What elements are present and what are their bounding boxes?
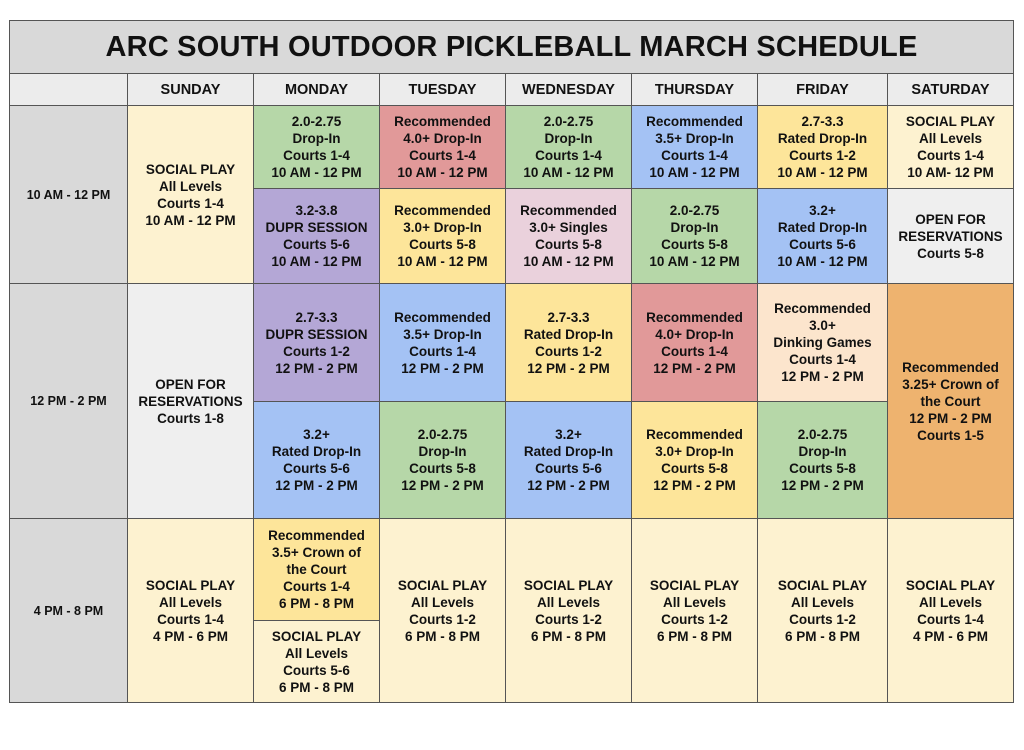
day-header-wednesday: WEDNESDAY [506,74,632,106]
session-wednesday-morning-2 [506,189,632,284]
session-line: 10 AM - 12 PM [271,254,362,269]
session-tuesday-morning-1 [380,106,506,189]
session-line: Courts 5-8 [661,237,728,252]
session-line: 3.5+ Drop-In [655,131,734,146]
session-line: Courts 1-4 [157,195,224,211]
session-line: 4 PM - 6 PM [152,628,228,644]
session-line: SOCIAL PLAY [905,577,996,593]
session-line: 12 PM - 2 PM [527,478,610,493]
session-line: OPEN FOR [155,376,226,392]
session-line: Recommended [774,301,871,316]
session-line: Courts 5-8 [917,245,984,261]
session-line: Courts 1-2 [789,148,856,163]
session-line: Courts 1-4 [283,579,350,594]
day-header-sunday: SUNDAY [128,74,254,106]
session-friday-evening [758,519,888,703]
session-line: 6 PM - 8 PM [530,628,606,644]
session-tuesday-midday-2 [380,402,506,519]
session-saturday-morning-2 [888,189,1014,284]
session-line: 2.0-2.75 [291,114,342,129]
session-line: 2.7-3.3 [801,114,844,129]
session-line: Courts 1-2 [789,611,856,627]
session-line: 2.7-3.3 [547,309,590,325]
session-line: All Levels [158,178,223,194]
session-saturday-midday [888,284,1014,519]
session-line: 3.2-3.8 [295,203,338,218]
session-line: 2.0-2.75 [417,427,468,442]
session-line: Rated Drop-In [777,220,868,235]
session-line: 10 AM - 12 PM [271,165,362,180]
session-line: 12 PM - 2 PM [275,360,358,376]
session-line: All Levels [284,645,349,661]
session-line: Courts 1-2 [535,343,602,359]
session-thursday-midday-2 [632,402,758,519]
session-line: Courts 1-4 [917,148,984,163]
session-line: Courts 5-8 [789,461,856,476]
session-line: the Court [920,393,981,409]
session-line: Courts 5-6 [283,461,350,476]
session-saturday-morning-1 [888,106,1014,189]
session-line: 3.0+ [809,318,836,333]
session-line: 6 PM - 8 PM [278,596,354,611]
session-line: SOCIAL PLAY [649,577,740,593]
session-sunday-morning [128,106,254,284]
session-line: Rated Drop-In [523,326,614,342]
session-line: Recommended [646,114,743,129]
session-line: Recommended [394,203,491,218]
session-line: All Levels [662,594,727,610]
session-line: SOCIAL PLAY [777,577,868,593]
session-line: Recommended [646,309,743,325]
time-slot-midday: 12 PM - 2 PM [10,284,128,519]
session-line: 2.0-2.75 [797,427,848,442]
session-line: Recommended [646,427,743,442]
session-line: 10 AM - 12 PM [777,165,868,180]
session-line: Drop-In [292,131,341,146]
session-monday-evening-1 [254,519,380,621]
session-line: 10 AM - 12 PM [649,165,740,180]
page-title: ARC SOUTH OUTDOOR PICKLEBALL MARCH SCHEDULE [10,21,1014,74]
session-line: Drop-In [544,131,593,146]
session-line: All Levels [918,131,983,146]
session-tuesday-evening [380,519,506,703]
session-saturday-evening [888,519,1014,703]
session-line: Courts 1-4 [535,148,602,163]
session-wednesday-morning-1 [506,106,632,189]
session-line: 10 AM - 12 PM [145,212,236,228]
time-slot-evening: 4 PM - 8 PM [10,519,128,703]
session-friday-midday-1 [758,284,888,402]
session-line: Courts 5-8 [409,237,476,252]
day-header-saturday: SATURDAY [888,74,1014,106]
session-line: 6 PM - 8 PM [656,628,732,644]
session-line: All Levels [918,594,983,610]
session-line: 12 PM - 2 PM [401,478,484,493]
session-line: 6 PM - 8 PM [278,679,354,695]
session-thursday-morning-2 [632,189,758,284]
day-header-thursday: THURSDAY [632,74,758,106]
session-line: 10 AM- 12 PM [907,165,994,180]
session-line: Courts 5-8 [535,237,602,252]
session-line: 12 PM - 2 PM [527,360,610,376]
session-thursday-morning-1 [632,106,758,189]
session-line: All Levels [536,594,601,610]
session-line: 3.2+ [555,427,582,442]
session-tuesday-morning-2 [380,189,506,284]
session-line: 10 AM - 12 PM [523,165,614,180]
session-friday-morning-1 [758,106,888,189]
session-line: 3.0+ Drop-In [655,444,734,459]
session-thursday-evening [632,519,758,703]
session-monday-midday-1 [254,284,380,402]
session-line: 3.2+ [303,427,330,442]
session-line: Dinking Games [773,335,872,350]
session-line: Courts 5-6 [283,662,350,678]
session-line: Courts 5-8 [661,461,728,476]
session-monday-morning-2 [254,189,380,284]
session-line: 6 PM - 8 PM [784,628,860,644]
session-line: All Levels [410,594,475,610]
session-line: 12 PM - 2 PM [275,478,358,493]
session-line: SOCIAL PLAY [523,577,614,593]
session-wednesday-evening [506,519,632,703]
session-line: Drop-In [670,220,719,235]
session-friday-morning-2 [758,189,888,284]
session-sunday-midday [128,284,254,519]
session-line: Rated Drop-In [523,444,614,459]
session-line: Courts 5-6 [283,237,350,252]
session-line: 12 PM - 2 PM [653,478,736,493]
session-wednesday-midday-2 [506,402,632,519]
session-line: 12 PM - 2 PM [909,410,992,426]
session-line: 4.0+ Drop-In [403,131,482,146]
session-line: Courts 1-4 [789,352,856,367]
day-header-monday: MONDAY [254,74,380,106]
session-line: Courts 1-2 [661,611,728,627]
session-line: RESERVATIONS [898,228,1003,244]
session-line: Courts 1-4 [283,148,350,163]
session-line: All Levels [158,594,223,610]
session-friday-midday-2 [758,402,888,519]
session-line: 12 PM - 2 PM [781,478,864,493]
session-tuesday-midday-1 [380,284,506,402]
session-line: Courts 1-4 [409,148,476,163]
session-line: 10 AM - 12 PM [777,254,868,269]
session-line: 3.25+ Crown of [902,376,999,392]
session-line: Courts 5-6 [789,237,856,252]
session-monday-midday-2 [254,402,380,519]
session-wednesday-midday-1 [506,284,632,402]
session-line: SOCIAL PLAY [145,161,236,177]
session-line: DUPR SESSION [265,326,368,342]
session-line: 3.2+ [809,203,836,218]
session-line: 3.5+ Crown of [272,545,361,560]
session-line: SOCIAL PLAY [905,114,996,129]
session-line: 10 AM - 12 PM [397,254,488,269]
session-line: All Levels [790,594,855,610]
session-thursday-midday-1 [632,284,758,402]
session-line: SOCIAL PLAY [145,577,236,593]
time-slot-morning: 10 AM - 12 PM [10,106,128,284]
session-line: Courts 1-4 [157,611,224,627]
session-line: 4 PM - 6 PM [913,628,989,644]
session-line: 2.7-3.3 [295,309,338,325]
session-line: Recommended [394,309,491,325]
day-header-friday: FRIDAY [758,74,888,106]
session-line: Recommended [520,203,617,218]
session-line: 3.5+ Drop-In [403,326,482,342]
header-corner [10,74,128,106]
session-line: Rated Drop-In [777,131,868,146]
session-line: Drop-In [418,444,467,459]
session-line: SOCIAL PLAY [397,577,488,593]
session-line: SOCIAL PLAY [271,628,362,644]
session-line: Recommended [902,359,999,375]
session-line: Courts 5-8 [409,461,476,476]
session-line: Courts 1-4 [917,611,984,627]
session-line: RESERVATIONS [138,393,243,409]
session-line: OPEN FOR [915,211,986,227]
session-line: the Court [286,562,347,577]
session-line: Drop-In [798,444,847,459]
session-line: Courts 1-2 [283,343,350,359]
session-line: Courts 5-6 [535,461,602,476]
session-line: 12 PM - 2 PM [401,360,484,376]
session-line: Courts 1-2 [535,611,602,627]
session-line: 10 AM - 12 PM [523,254,614,269]
session-line: 12 PM - 2 PM [781,369,864,384]
session-line: 6 PM - 8 PM [404,628,480,644]
session-sunday-evening [128,519,254,703]
session-line: 12 PM - 2 PM [653,360,736,376]
session-line: 10 AM - 12 PM [649,254,740,269]
session-line: Courts 1-4 [661,148,728,163]
session-line: Courts 1-4 [661,343,728,359]
session-line: Rated Drop-In [271,444,362,459]
session-line: 4.0+ Drop-In [655,326,734,342]
session-line: Courts 1-8 [157,410,224,426]
session-line: 3.0+ Drop-In [403,220,482,235]
session-line: Courts 1-5 [917,427,984,443]
session-monday-morning-1 [254,106,380,189]
schedule-table [9,20,1014,703]
session-line: 2.0-2.75 [669,203,720,218]
session-line: 2.0-2.75 [543,114,594,129]
session-line: 3.0+ Singles [529,220,608,235]
session-line: Courts 1-4 [409,343,476,359]
day-header-tuesday: TUESDAY [380,74,506,106]
session-monday-evening-2 [254,621,380,703]
session-line: Courts 1-2 [409,611,476,627]
session-line: Recommended [268,528,365,543]
session-line: 10 AM - 12 PM [397,165,488,180]
session-line: Recommended [394,114,491,129]
session-line: DUPR SESSION [265,220,368,235]
